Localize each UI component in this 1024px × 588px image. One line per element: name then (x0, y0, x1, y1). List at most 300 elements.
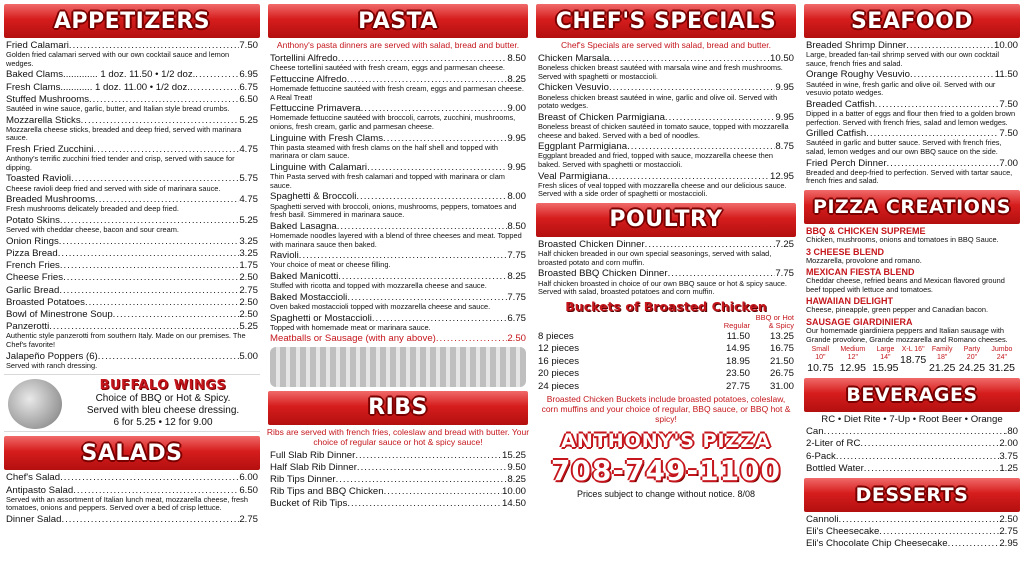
pizza-size (926, 346, 958, 374)
menu-item (806, 463, 1018, 474)
menu-item-row (6, 272, 258, 283)
item-price: 2.75 (239, 513, 258, 525)
item-price: 2.75 (239, 284, 258, 296)
specials-banner (536, 4, 796, 38)
dot-leader (864, 463, 1000, 474)
seafood-list (800, 40, 1024, 186)
item-description: Thin pasta steamed with fresh clams on the half shell and topped with marinara or clam sauce. (270, 142, 499, 161)
dot-leader (59, 285, 239, 296)
item-price: 1.25 (999, 462, 1018, 474)
column-1 (0, 0, 264, 588)
salads-title: SALADS (81, 440, 183, 466)
buckets-title: Buckets of Broasted Chicken (565, 298, 767, 314)
item-description: Boneless chicken breast sautéed in wine, garlic and olive oil. Served with potato wedges. (538, 92, 778, 111)
menu-item-row (270, 191, 526, 202)
item-name: Cannoli (806, 513, 839, 525)
column-3 (532, 0, 800, 588)
item-description: Boneless breast of chicken sautéed in tomato sauce, topped with mozzarella cheese and baked. Served with a bed of noodles. (538, 121, 789, 140)
item-price: 6.00 (239, 472, 258, 484)
menu-item (806, 128, 1018, 156)
dot-leader (58, 248, 240, 259)
item-name: Broasted Potatoes (6, 296, 85, 308)
bucket-regular-price: 14.95 (725, 343, 750, 355)
buckets-col-bbq: BBQ or Hot & Spicy (755, 312, 794, 331)
item-description: Spaghetti served with broccoli, onions, mushrooms, peppers, tomatoes and fresh basil. Simmered in marinara sauce. (270, 201, 517, 220)
item-description: Sautéed in wine, fresh garlic and olive oil. Served with our vesuvio potato wedges. (806, 79, 996, 98)
item-price: 7.75 (775, 268, 794, 280)
item-description: Your choice of meat or cheese filling. (270, 260, 391, 270)
menu-item (270, 474, 526, 485)
menu-item-row (806, 69, 1018, 80)
menu-item (270, 103, 526, 131)
item-price: 10.00 (501, 486, 526, 498)
menu-item-row (6, 472, 258, 483)
dot-leader (860, 438, 999, 449)
menu-item (538, 53, 794, 81)
item-price: 6.75 (239, 81, 258, 93)
menu-item (6, 215, 258, 235)
item-name: Orange Roughy Vesuvio (806, 69, 910, 81)
item-price: 7.75 (507, 250, 526, 262)
dot-leader (356, 191, 507, 202)
item-price: 9.95 (775, 111, 794, 123)
dot-leader (98, 351, 240, 362)
bucket-row (538, 368, 794, 381)
item-price: 2.95 (999, 538, 1018, 550)
item-price: 3.25 (239, 235, 258, 247)
item-price: 15.25 (501, 449, 526, 461)
poultry-list (532, 239, 800, 297)
item-price: 2.50 (239, 308, 258, 320)
item-description: Sautéed in garlic and butter sauce. Served with french fries, salad, lemon wedges and our own BBQ sauce on the side. (806, 138, 1002, 156)
item-price: 2.50 (239, 272, 258, 284)
beverages-banner (804, 378, 1020, 412)
size-label: Family 18" (931, 346, 953, 362)
item-name: Baked Clams............. 1 doz. 11.50 • 1/2 doz. (6, 69, 196, 81)
menu-item (6, 514, 258, 525)
bucket-label: 16 pieces (538, 355, 580, 367)
menu-item-row (538, 82, 794, 93)
item-price: 8.25 (507, 73, 526, 85)
menu-item-row (806, 426, 1018, 437)
menu-item-row (270, 462, 526, 473)
item-name: Ravioli (270, 250, 299, 262)
ribs-list (264, 450, 532, 510)
item-name: Broasted BBQ Chicken Dinner (538, 268, 668, 280)
item-name: French Fries (6, 260, 60, 272)
desserts-title: DESSERTS (855, 483, 969, 506)
item-price: 6.50 (239, 93, 258, 105)
menu-item (6, 248, 258, 259)
buckets-table (538, 314, 794, 394)
dot-leader (63, 272, 239, 283)
specials-list (532, 53, 800, 199)
item-description: Large, breaded fan-tail shrimp served with our own cocktail sauce, french fries and salad. (806, 50, 1000, 68)
dot-leader (668, 268, 776, 279)
desserts-banner (804, 478, 1020, 512)
pizza-name: MEXICAN FIESTA BLEND (806, 267, 915, 278)
menu-item (806, 526, 1018, 537)
menu-item (806, 99, 1018, 127)
pizza-description: Mozzarella, provolone and romano. (806, 255, 922, 265)
menu-item (270, 162, 526, 190)
pizza-description: Cheddar cheese, refried beans and Mexican flavored ground beef topped with lettuce and tomatoes. (806, 276, 1005, 294)
bucket-bbq-price: 13.25 (769, 330, 794, 342)
wings-line-3: 6 for 5.25 • 12 for 9.00 (113, 417, 213, 429)
size-label: X-L 16" (901, 346, 925, 354)
dot-leader (836, 451, 999, 462)
buckets-section (538, 299, 794, 425)
menu-item (270, 462, 526, 473)
dot-leader (879, 526, 999, 537)
menu-item-row (6, 69, 258, 80)
menu-item (806, 40, 1018, 68)
appetizers-title: APPETIZERS (53, 8, 211, 34)
menu-item (270, 486, 526, 497)
restaurant-logo (538, 430, 794, 499)
item-name: Half Slab Rib Dinner (270, 461, 357, 473)
item-price: 10.50 (769, 53, 794, 64)
ribs-title: RIBS (368, 395, 428, 421)
item-name: Spaghetti & Broccoli (270, 191, 357, 203)
menu-item-row (6, 260, 258, 271)
item-price: 2.50 (239, 296, 258, 308)
item-name: Toasted Ravioli (6, 173, 72, 185)
desserts-list (800, 514, 1024, 550)
pizza-size (806, 346, 835, 374)
menu-item-row (6, 285, 258, 296)
bucket-bbq-price: 31.00 (769, 380, 794, 392)
menu-item (806, 538, 1018, 549)
item-price: 4.75 (239, 143, 258, 155)
item-name: Breaded Shrimp Dinner (806, 40, 907, 51)
item-name: Rib Tips Dinner (270, 473, 336, 485)
item-name: Bowl of Minestrone Soup (6, 308, 113, 320)
pasta-list (264, 53, 532, 332)
item-name: Rib Tips and BBQ Chicken (270, 486, 384, 498)
item-description: Authentic style panzerotti from southern Italy. Made on our premises. The Chef's favorite! (6, 331, 246, 349)
item-name: Fettuccine Primavera (270, 103, 361, 115)
salads-list (0, 472, 264, 525)
menu-item (6, 472, 258, 483)
menu-item (806, 158, 1018, 186)
bucket-label: 24 pieces (538, 380, 580, 392)
item-name: Veal Parmigiana (538, 170, 608, 182)
menu-item-row (270, 450, 526, 461)
item-price: 7.50 (239, 40, 258, 51)
menu-item-row (270, 486, 526, 497)
item-description: Served with cheddar cheese, bacon and sour cream. (6, 225, 179, 235)
item-price: 8.25 (507, 473, 526, 485)
item-price: 3.25 (239, 247, 258, 259)
size-label: Small 10" (811, 346, 830, 362)
menu-item (538, 239, 794, 267)
item-name: Jalapeño Poppers (6) (6, 350, 98, 362)
item-name: Bucket of Rib Tips (270, 498, 348, 510)
buckets-col-regular: Regular (723, 321, 750, 331)
item-price: 7.25 (775, 238, 794, 250)
bucket-row (538, 356, 794, 369)
pizza-description: Chicken, mushrooms, onions and tomatoes in BBQ Sauce. (806, 234, 999, 244)
menu-item (6, 297, 258, 308)
pizza-name: HAWAIIAN DELIGHT (806, 296, 893, 307)
item-price: 8.00 (507, 191, 526, 203)
item-price: 2.00 (999, 438, 1018, 450)
menu-item (270, 74, 526, 102)
menu-item-row (6, 82, 258, 93)
item-price: 6.50 (239, 484, 258, 496)
menu-item-row (806, 514, 1018, 525)
item-name: Baked Mostaccioli (270, 291, 348, 303)
pizza-name: SAUSAGE GIARDINIERA (806, 316, 913, 327)
beverages-list (800, 426, 1024, 474)
menu-item (538, 82, 794, 110)
menu-item (6, 94, 258, 114)
item-name: Bottled Water (806, 462, 864, 474)
bucket-regular-price: 23.50 (725, 368, 750, 380)
pizza-banner (804, 190, 1020, 224)
dot-leader (71, 173, 239, 184)
menu-item (270, 271, 526, 291)
item-price: 8.75 (775, 141, 794, 153)
size-price: 31.25 (988, 362, 1016, 375)
menu-item (6, 82, 258, 93)
size-price: 15.95 (872, 362, 899, 375)
item-price: 10.00 (993, 40, 1018, 51)
item-price: 5.75 (239, 173, 258, 185)
item-description: Topped with homemade meat or marinara sauce. (270, 322, 431, 332)
item-name: 2-Liter of RC (806, 438, 861, 450)
item-description: Breaded and deep-fried to perfection. Served with tartar sauce, french fries and salad. (806, 167, 1013, 186)
item-name: Baked Manicotti (270, 270, 339, 282)
menu-item (6, 351, 258, 371)
bucket-label: 8 pieces (538, 330, 574, 342)
salads-banner (4, 436, 260, 470)
item-name: Breaded Catfish (806, 98, 875, 110)
pizza-title: PIZZA CREATIONS (813, 195, 1011, 218)
item-description: Homemade fettuccine sautéed with fresh cream, eggs and parmesan cheese. A Real Treat! (270, 84, 524, 102)
item-name: Cheese Fries (6, 272, 64, 284)
dot-leader (839, 514, 1000, 525)
item-name: Fettuccine Alfredo (270, 73, 347, 85)
size-price: 21.25 (929, 362, 956, 375)
item-price: 7.50 (999, 98, 1018, 110)
item-price: 14.50 (501, 498, 526, 510)
dot-leader (355, 450, 502, 461)
phone-number[interactable]: 708-749-1100 (550, 454, 782, 488)
dot-leader (609, 82, 775, 93)
size-price: 10.75 (807, 362, 834, 375)
item-price: 8.50 (507, 53, 526, 64)
item-name: Linguine with Fresh Clams (270, 132, 384, 144)
item-name: Garlic Bread (6, 284, 60, 296)
menu-item-row (806, 526, 1018, 537)
ribs-note: Ribs are served with french fries, coleslaw and bread with butter. Your choice of regular sauce or hot & spicy sauce! (266, 426, 530, 447)
menu-item (806, 69, 1018, 97)
item-description: Anthony's terrific zucchini fried tender and crisp, served with sauce for dipping. (6, 154, 235, 172)
item-price: 1.75 (239, 260, 258, 272)
item-name: Fried Perch Dinner (806, 157, 887, 169)
item-name: Chicken Vesuvio (538, 82, 609, 94)
menu-item-row (538, 268, 794, 279)
size-label: Party 20" (963, 346, 981, 362)
item-description: Dipped in a batter of eggs and flour then fried to a golden brown perfection. Served with french fries, salad and lemon wedges. (806, 108, 1016, 127)
menu-item-row (6, 248, 258, 259)
item-price: 9.95 (507, 132, 526, 144)
item-price: 9.50 (507, 461, 526, 473)
pasta-extra (264, 333, 532, 344)
item-name: Linguine with Calamari (270, 161, 368, 173)
item-name: Eli's Cheesecake (806, 526, 880, 538)
item-price: 9.95 (775, 82, 794, 94)
pizza-size (986, 346, 1018, 374)
dot-leader (61, 514, 239, 525)
item-description: Stuffed with ricotta and topped with mozzarella cheese and sauce. (270, 281, 487, 291)
size-price: 18.75 (900, 354, 927, 367)
item-name: Antipasto Salad (6, 484, 74, 496)
item-price: 5.25 (239, 114, 258, 126)
size-label: Medium 12" (840, 346, 866, 362)
pizza-name: 3 CHEESE BLEND (806, 246, 885, 257)
menu-item-row (6, 514, 258, 525)
menu-item (806, 438, 1018, 449)
dot-leader (85, 297, 239, 308)
menu-item-row (6, 236, 258, 247)
item-price: 7.00 (999, 157, 1018, 169)
menu-item (270, 133, 526, 161)
pizza-sizes (800, 346, 1024, 374)
column-4 (800, 0, 1024, 588)
menu-item-row (270, 474, 526, 485)
bucket-bbq-price: 21.50 (769, 355, 794, 367)
item-description: Fresh slices of veal topped with mozzarella cheese and our delicious sauce. Served with a side order of spaghetti or mostaccioli. (538, 180, 787, 199)
item-price: 8.25 (507, 270, 526, 282)
item-name: 6-Pack (806, 450, 836, 462)
extra-price: 2.50 (507, 333, 526, 345)
pizza-size (871, 346, 900, 374)
item-name: Fresh Clams............ 1 doz. 11.00 • 1/2 doz. (6, 81, 190, 93)
bucket-regular-price: 27.75 (725, 380, 750, 392)
item-price: 9.95 (507, 161, 526, 173)
dot-leader (60, 472, 239, 483)
menu-item (6, 173, 258, 193)
menu-item-row (806, 438, 1018, 449)
menu-item (270, 292, 526, 312)
item-name: Grilled Catfish (806, 128, 867, 140)
item-name: Potato Skins (6, 214, 60, 226)
item-price: .80 (1004, 426, 1018, 438)
item-price: 12.95 (769, 170, 794, 182)
dot-leader (60, 260, 239, 271)
item-description: Golden fried calamari served with our own cocktail sauce and lemon wedges. (6, 50, 230, 68)
bucket-label: 20 pieces (538, 368, 580, 380)
pasta-note: Anthony's pasta dinners are served with salad, bread and butter. (276, 40, 520, 50)
menu-item (6, 236, 258, 247)
dot-leader (113, 309, 240, 320)
menu-item (6, 321, 258, 349)
pizza-name: BBQ & CHICKEN SUPREME (806, 225, 926, 236)
dot-leader (824, 426, 1005, 437)
item-name: Baked Lasagna (270, 220, 337, 232)
item-name: Panzerotti (6, 321, 50, 333)
item-name: Spaghetti or Mostaccioli (270, 312, 372, 324)
item-price: 7.75 (507, 291, 526, 303)
item-description: Thin Pasta served with fresh calamari and topped with marinara or clam sauce. (270, 172, 505, 190)
item-name: Stuffed Mushrooms (6, 93, 90, 105)
menu-item (6, 144, 258, 172)
item-description: Homemade noodles layered with a blend of three cheeses and meat. Topped with marinara sauce then baked. (270, 230, 522, 249)
bucket-bbq-price: 26.75 (769, 368, 794, 380)
menu-item-row (6, 297, 258, 308)
menu-item (270, 250, 526, 270)
item-description: Cheese ravioli deep fried and served with side of marinara sauce. (6, 183, 221, 193)
dot-leader (910, 69, 995, 80)
size-label: Jumbo 24" (991, 346, 1013, 362)
item-name: Can (806, 426, 824, 438)
menu-item (270, 313, 526, 333)
item-name: Broasted Chicken Dinner (538, 238, 645, 250)
item-price: 5.25 (239, 321, 258, 333)
item-name: Fried Calamari (6, 40, 69, 51)
menu-item (270, 53, 526, 73)
menu-item (6, 309, 258, 320)
menu-item (6, 285, 258, 296)
restaurant-name: ANTHONY'S PIZZA (561, 430, 771, 453)
bucket-regular-price: 11.50 (726, 330, 750, 342)
item-name: Breaded Mushrooms (6, 194, 96, 206)
pizza-size (900, 346, 926, 374)
dot-leader (357, 462, 507, 473)
item-price: 4.75 (239, 194, 258, 206)
item-name: Tortellini Alfredo (270, 53, 338, 64)
pasta-title: PASTA (358, 8, 438, 34)
item-price: 8.50 (507, 220, 526, 232)
item-name: Onion Rings (6, 235, 59, 247)
menu-item (538, 141, 794, 169)
menu-item-row (806, 538, 1018, 549)
item-description: Half chicken breaded in our own special seasonings, served with salad, broasted potato and corn muffin. (538, 249, 772, 267)
bucket-row (538, 381, 794, 394)
item-name: Fresh Fried Zucchini (6, 143, 94, 155)
menu-item (6, 194, 258, 214)
pizza-list (800, 226, 1024, 344)
menu-item (6, 485, 258, 513)
menu-item (538, 112, 794, 140)
size-price: 24.25 (958, 362, 986, 375)
item-description: Fresh mushrooms delicately breaded and deep fried. (6, 204, 179, 214)
dot-leader (948, 538, 1000, 549)
item-price: 6.95 (239, 69, 258, 81)
pizza-size (958, 346, 986, 374)
menu-item (538, 268, 794, 296)
bucket-bbq-price: 16.75 (769, 343, 794, 355)
price-notice: Prices subject to change without notice. 8/08 (576, 489, 756, 500)
menu-item (806, 514, 1018, 525)
column-2 (264, 0, 532, 588)
appetizers-banner (4, 4, 260, 38)
menu-item (270, 191, 526, 219)
item-description: Oven baked mostaccioli topped with mozzarella cheese and sauce. (270, 301, 491, 311)
item-price: 5.25 (239, 214, 258, 226)
dot-leader (336, 474, 508, 485)
size-price: 12.95 (839, 362, 866, 375)
menu-item (6, 115, 258, 143)
specials-note: Chef's Specials are served with salad, bread and butter. (561, 40, 771, 50)
appetizers-list (0, 40, 264, 370)
menu-item (6, 40, 258, 68)
seafood-banner (804, 4, 1020, 38)
item-name: Breast of Chicken Parmigiana (538, 111, 665, 123)
